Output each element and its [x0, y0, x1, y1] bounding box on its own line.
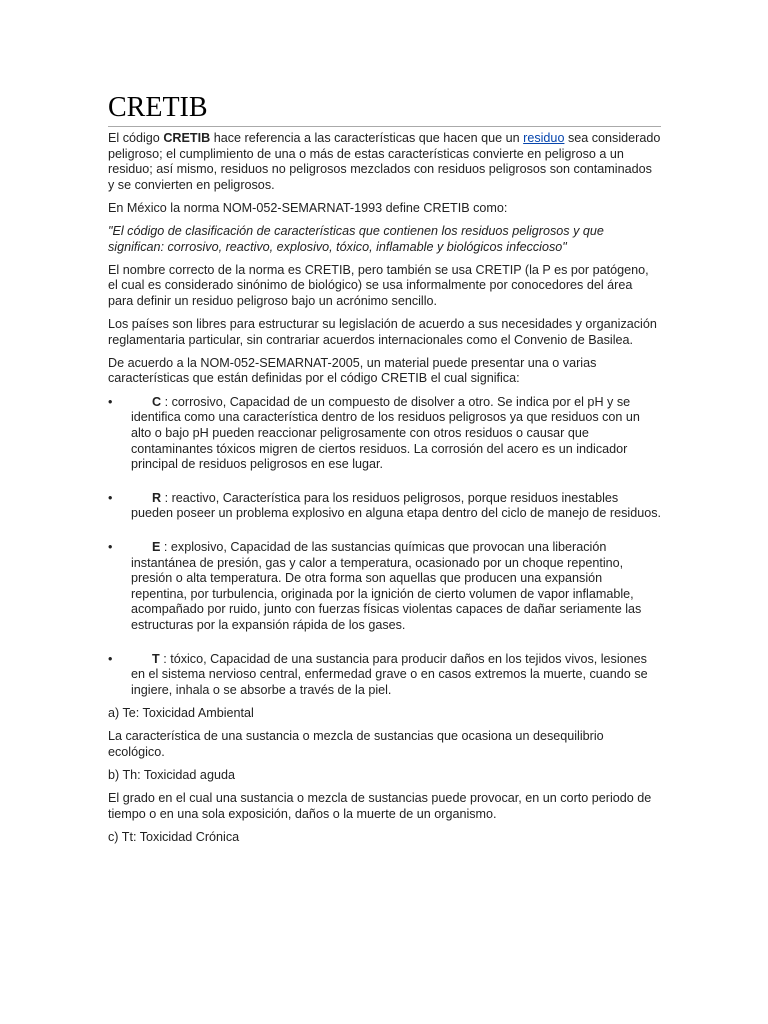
subsection-b-text: El grado en el cual una sustancia o mezcla de sustancias puede provocar, en un corto periodo de tiempo o en una sola exposición, daños o la muerte de un organismo. [108, 791, 652, 821]
intro-text-end: sea considerado peligroso; el cumplimiento de una o más de estas características convierte en peligroso a un residuo; así mismo, residuos no peligrosos mezclados con residuos peligrosos son contaminados y se convierten en peligrosos. [108, 131, 661, 192]
letter-t: T [152, 651, 160, 666]
cretib-list [108, 395, 661, 699]
list-item-text: : explosivo, Capacidad de las sustancias químicas que provocan una liberación instantánea de presión, gas y calor a temperatura, ocasionado por un choque repentino, presión o alta temperatura. De otra forma son aquellas que producen una expansión repentina, por turbulencia, originada por la ignición de cierto volumen de vapor inflamable, acompañado por ruido, junto con fuerzas físicas violentas capaces de dañar seriamente las estructuras por la expansión rápida de los gases. [131, 539, 642, 632]
list-item-text: : corrosivo, Capacidad de un compuesto de disolver a otro. Se indica por el pH y se identifica como una característica dentro de los residuos peligrosos ya que residuos con un alto o bajo pH pueden reaccionar peligrosamente con otros residuos o causar que contaminantes tóxicos migren de ciertos residuos. La corrosión del acero es un indicador principal de residuos peligrosos en ese lugar. [131, 394, 640, 472]
letter-r: R [152, 490, 162, 505]
list-item-r [108, 491, 661, 522]
list-item-t [108, 652, 661, 699]
definition-quote: "El código de clasificación de características que contienen los residuos peligrosos y que significan: corrosivo, reactivo, explosivo, tóxico, inflamable y biológicos infeccioso" [108, 223, 604, 254]
intro-paragraph [108, 131, 661, 193]
page-title: CRETIB [108, 92, 661, 127]
article-body [108, 131, 661, 853]
subsection-b-title: b) Th: Toxicidad aguda [108, 768, 235, 783]
bullet-icon: • [108, 651, 113, 666]
intro-text-middle: hace referencia a las características que hacen que un [210, 131, 524, 145]
letter-e: E [152, 539, 161, 554]
bullet-icon: • [108, 394, 113, 409]
residuo-link[interactable]: residuo [523, 131, 565, 145]
list-item-e [108, 540, 661, 634]
list-item-c [108, 395, 661, 473]
bullet-icon: • [108, 539, 113, 554]
correct-name-paragraph: El nombre correcto de la norma es CRETIB, pero también se usa CRETIP (la P es por patógeno, el cual es considerado sinónimo de biológico) se usa informalmente por conocedores del área para definir un residuo peligroso bajo un acrónimo sencillo. [108, 262, 649, 308]
mexico-norm-paragraph: En México la norma NOM-052-SEMARNAT-1993 define CRETIB como: [108, 200, 508, 215]
letter-c: C [152, 394, 162, 409]
countries-paragraph: Los países son libres para estructurar su legislación de acuerdo a sus necesidades y organización reglamentaria particular, sin contrariar acuerdos internacionales como el Convenio de Basilea. [108, 316, 657, 347]
bullet-icon: • [108, 490, 113, 505]
subsection-a-text: La característica de una sustancia o mezcla de sustancias que ocasiona un desequilibrio ecológico. [108, 729, 604, 759]
subsection-a-title: a) Te: Toxicidad Ambiental [108, 706, 254, 721]
list-item-text: : reactivo, Característica para los residuos peligrosos, porque residuos inestables pueden poseer un problema explosivo en alguna etapa dentro del ciclo de manejo de residuos. [131, 490, 662, 521]
intro-text-start: El código [108, 131, 164, 145]
nom-2005-paragraph: De acuerdo a la NOM-052-SEMARNAT-2005, un material puede presentar una o varias características que están definidas por el código CRETIB el cual significa: [108, 355, 597, 386]
subsection-c-title: c) Tt: Toxicidad Crónica [108, 829, 240, 844]
cretib-bold-term: CRETIB [163, 131, 211, 145]
list-item-text: : tóxico, Capacidad de una sustancia para producir daños en los tejidos vivos, lesiones en el sistema nervioso central, enfermedad grave o en casos extremos la muerte, cuando se ingiere, inhala o se absorbe a través de la piel. [131, 651, 648, 697]
